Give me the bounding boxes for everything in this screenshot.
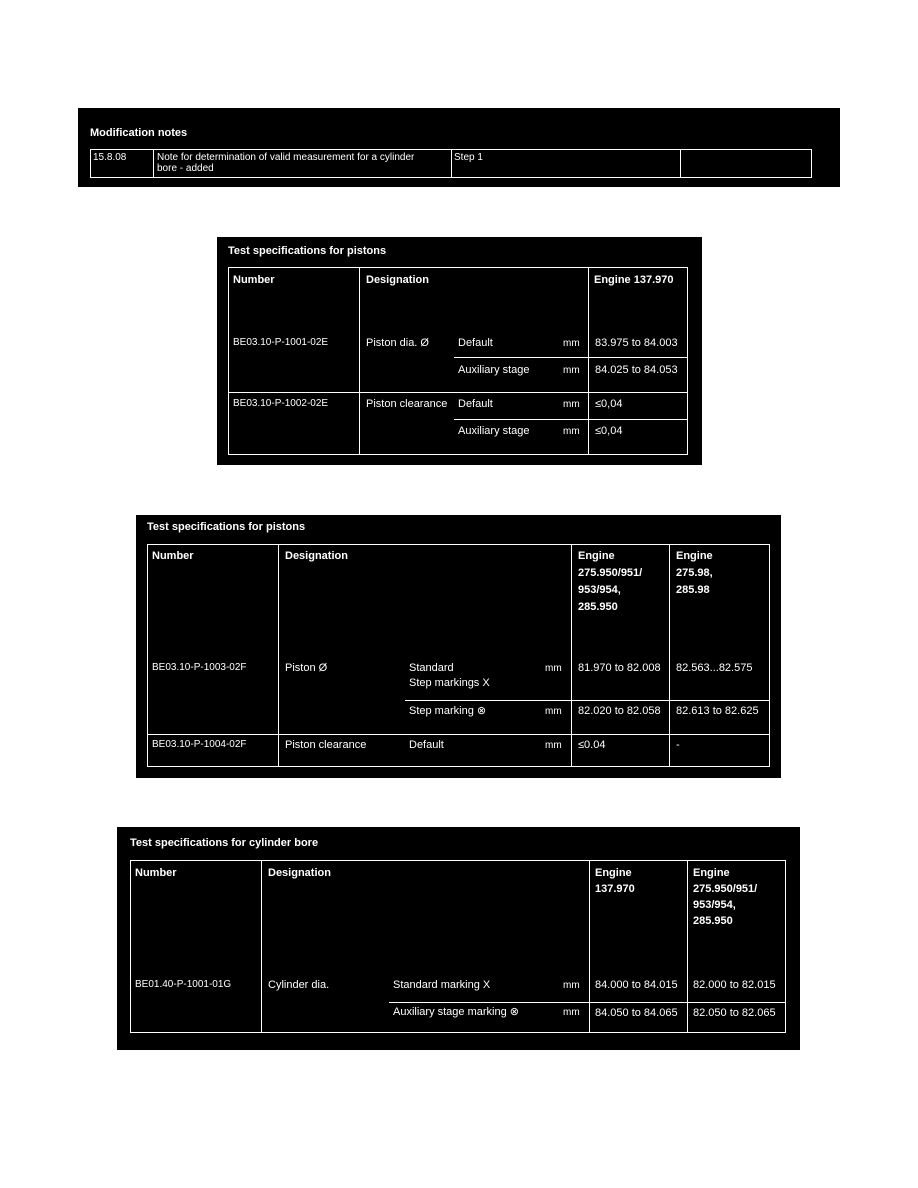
- row-number: BE03.10-P-1001-02E: [233, 337, 329, 348]
- row-unit: mm: [545, 663, 562, 674]
- row-unit: mm: [545, 740, 562, 751]
- grid-line: [451, 149, 452, 178]
- grid-line: [228, 267, 688, 268]
- row-sub-label: Standard: [409, 662, 454, 674]
- row-sub-label: Default: [409, 739, 444, 751]
- row-number: BE01.40-P-1001-01G: [135, 979, 232, 990]
- modification-date: 15.8.08: [93, 152, 127, 163]
- row-designation: Cylinder dia.: [268, 979, 330, 991]
- header-engine-2-line2: 275.950/951/: [693, 883, 758, 895]
- piston-spec-table-1: [217, 237, 702, 465]
- row-sub-label: Default: [458, 337, 493, 349]
- grid-line: [90, 149, 91, 178]
- grid-line: [687, 860, 688, 1033]
- row-sub-label: Auxiliary stage: [458, 425, 530, 437]
- row-sub-label: Auxiliary stage: [458, 364, 530, 376]
- grid-line: [687, 267, 688, 455]
- header-engine-2: Engine: [676, 550, 713, 562]
- header-engine-1: Engine: [578, 550, 615, 562]
- header-engine-2: Engine: [693, 867, 730, 879]
- row-value: 82.020 to 82.058: [578, 705, 661, 717]
- grid-line: [785, 860, 786, 1033]
- row-value: 84.025 to 84.053: [595, 364, 678, 376]
- table-title: Test specifications for cylinder bore: [130, 837, 319, 849]
- header-engine-1: Engine: [595, 867, 632, 879]
- header-designation: Designation: [366, 274, 429, 286]
- modification-notes-title: Modification notes: [90, 127, 188, 139]
- row-sub-label: Default: [458, 398, 493, 410]
- row-value: 81.970 to 82.008: [578, 662, 661, 674]
- table-title: Test specifications for pistons: [228, 245, 387, 257]
- row-number: BE03.10-P-1003-02F: [152, 662, 247, 673]
- row-number: BE03.10-P-1002-02E: [233, 398, 329, 409]
- grid-line: [454, 419, 688, 420]
- grid-line: [228, 454, 688, 455]
- row-value: 84.000 to 84.015: [595, 979, 678, 991]
- header-engine-1-line3: 953/954,: [578, 584, 621, 596]
- row-value: 82.050 to 82.065: [693, 1007, 776, 1019]
- row-sub-label: Step marking ⊗: [409, 705, 487, 717]
- grid-line: [147, 734, 770, 735]
- grid-line: [359, 267, 360, 455]
- grid-line: [680, 149, 681, 178]
- row-sub-label: Auxiliary stage marking ⊗: [393, 1006, 519, 1018]
- header-designation: Designation: [268, 867, 331, 879]
- row-sub-label: Standard marking X: [393, 979, 491, 991]
- row-value: 82.613 to 82.625: [676, 705, 759, 717]
- modification-step: Step 1: [454, 152, 483, 163]
- row-value: 84.050 to 84.065: [595, 1007, 678, 1019]
- grid-line: [147, 544, 770, 545]
- row-unit: mm: [563, 426, 580, 437]
- row-number: BE03.10-P-1004-02F: [152, 739, 247, 750]
- grid-line: [130, 860, 131, 1033]
- grid-line: [589, 860, 590, 1033]
- grid-line: [153, 149, 154, 178]
- row-value: -: [676, 739, 680, 751]
- row-designation: Piston dia. Ø: [366, 337, 429, 349]
- row-value: 83.975 to 84.003: [595, 337, 678, 349]
- header-designation: Designation: [285, 550, 348, 562]
- row-value: ≤0,04: [595, 425, 623, 437]
- row-unit: mm: [563, 365, 580, 376]
- header-number: Number: [233, 274, 275, 286]
- row-value: 82.000 to 82.015: [693, 979, 776, 991]
- row-designation: Piston clearance: [366, 398, 448, 410]
- header-engine-2-line4: 285.950: [693, 915, 733, 927]
- grid-line: [811, 149, 812, 178]
- row-value: ≤0.04: [578, 739, 606, 751]
- grid-line: [261, 860, 262, 1033]
- row-unit: mm: [563, 338, 580, 349]
- row-unit: mm: [545, 706, 562, 717]
- table-title: Test specifications for pistons: [147, 521, 306, 533]
- row-sub-label-line2: Step markings X: [409, 677, 490, 689]
- row-unit: mm: [563, 980, 580, 991]
- row-designation: Piston Ø: [285, 662, 328, 674]
- row-value: 82.563...82.575: [676, 662, 753, 674]
- modification-notes-panel: [78, 108, 840, 187]
- modification-note-line2: bore - added: [157, 163, 214, 174]
- header-engine-2-line3: 285.98: [676, 584, 710, 596]
- grid-line: [588, 267, 589, 455]
- grid-line: [389, 1002, 786, 1003]
- grid-line: [228, 267, 229, 455]
- modification-note-line1: Note for determination of valid measurement for a cylinder: [157, 152, 415, 163]
- row-designation: Piston clearance: [285, 739, 367, 751]
- header-engine: Engine 137.970: [594, 274, 674, 286]
- cylinder-bore-spec-table: [117, 827, 800, 1050]
- row-unit: mm: [563, 399, 580, 410]
- grid-line: [228, 392, 688, 393]
- grid-line: [405, 700, 770, 701]
- header-engine-2-line2: 275.98,: [676, 567, 713, 579]
- header-number: Number: [135, 867, 177, 879]
- grid-line: [454, 357, 688, 358]
- header-engine-2-line3: 953/954,: [693, 899, 736, 911]
- header-engine-1-line4: 285.950: [578, 601, 618, 613]
- header-number: Number: [152, 550, 194, 562]
- header-engine-1-line2: 137.970: [595, 883, 635, 895]
- piston-spec-table-2: [136, 515, 781, 778]
- header-engine-1-line2: 275.950/951/: [578, 567, 643, 579]
- row-unit: mm: [563, 1007, 580, 1018]
- grid-line: [147, 766, 770, 767]
- row-value: ≤0,04: [595, 398, 623, 410]
